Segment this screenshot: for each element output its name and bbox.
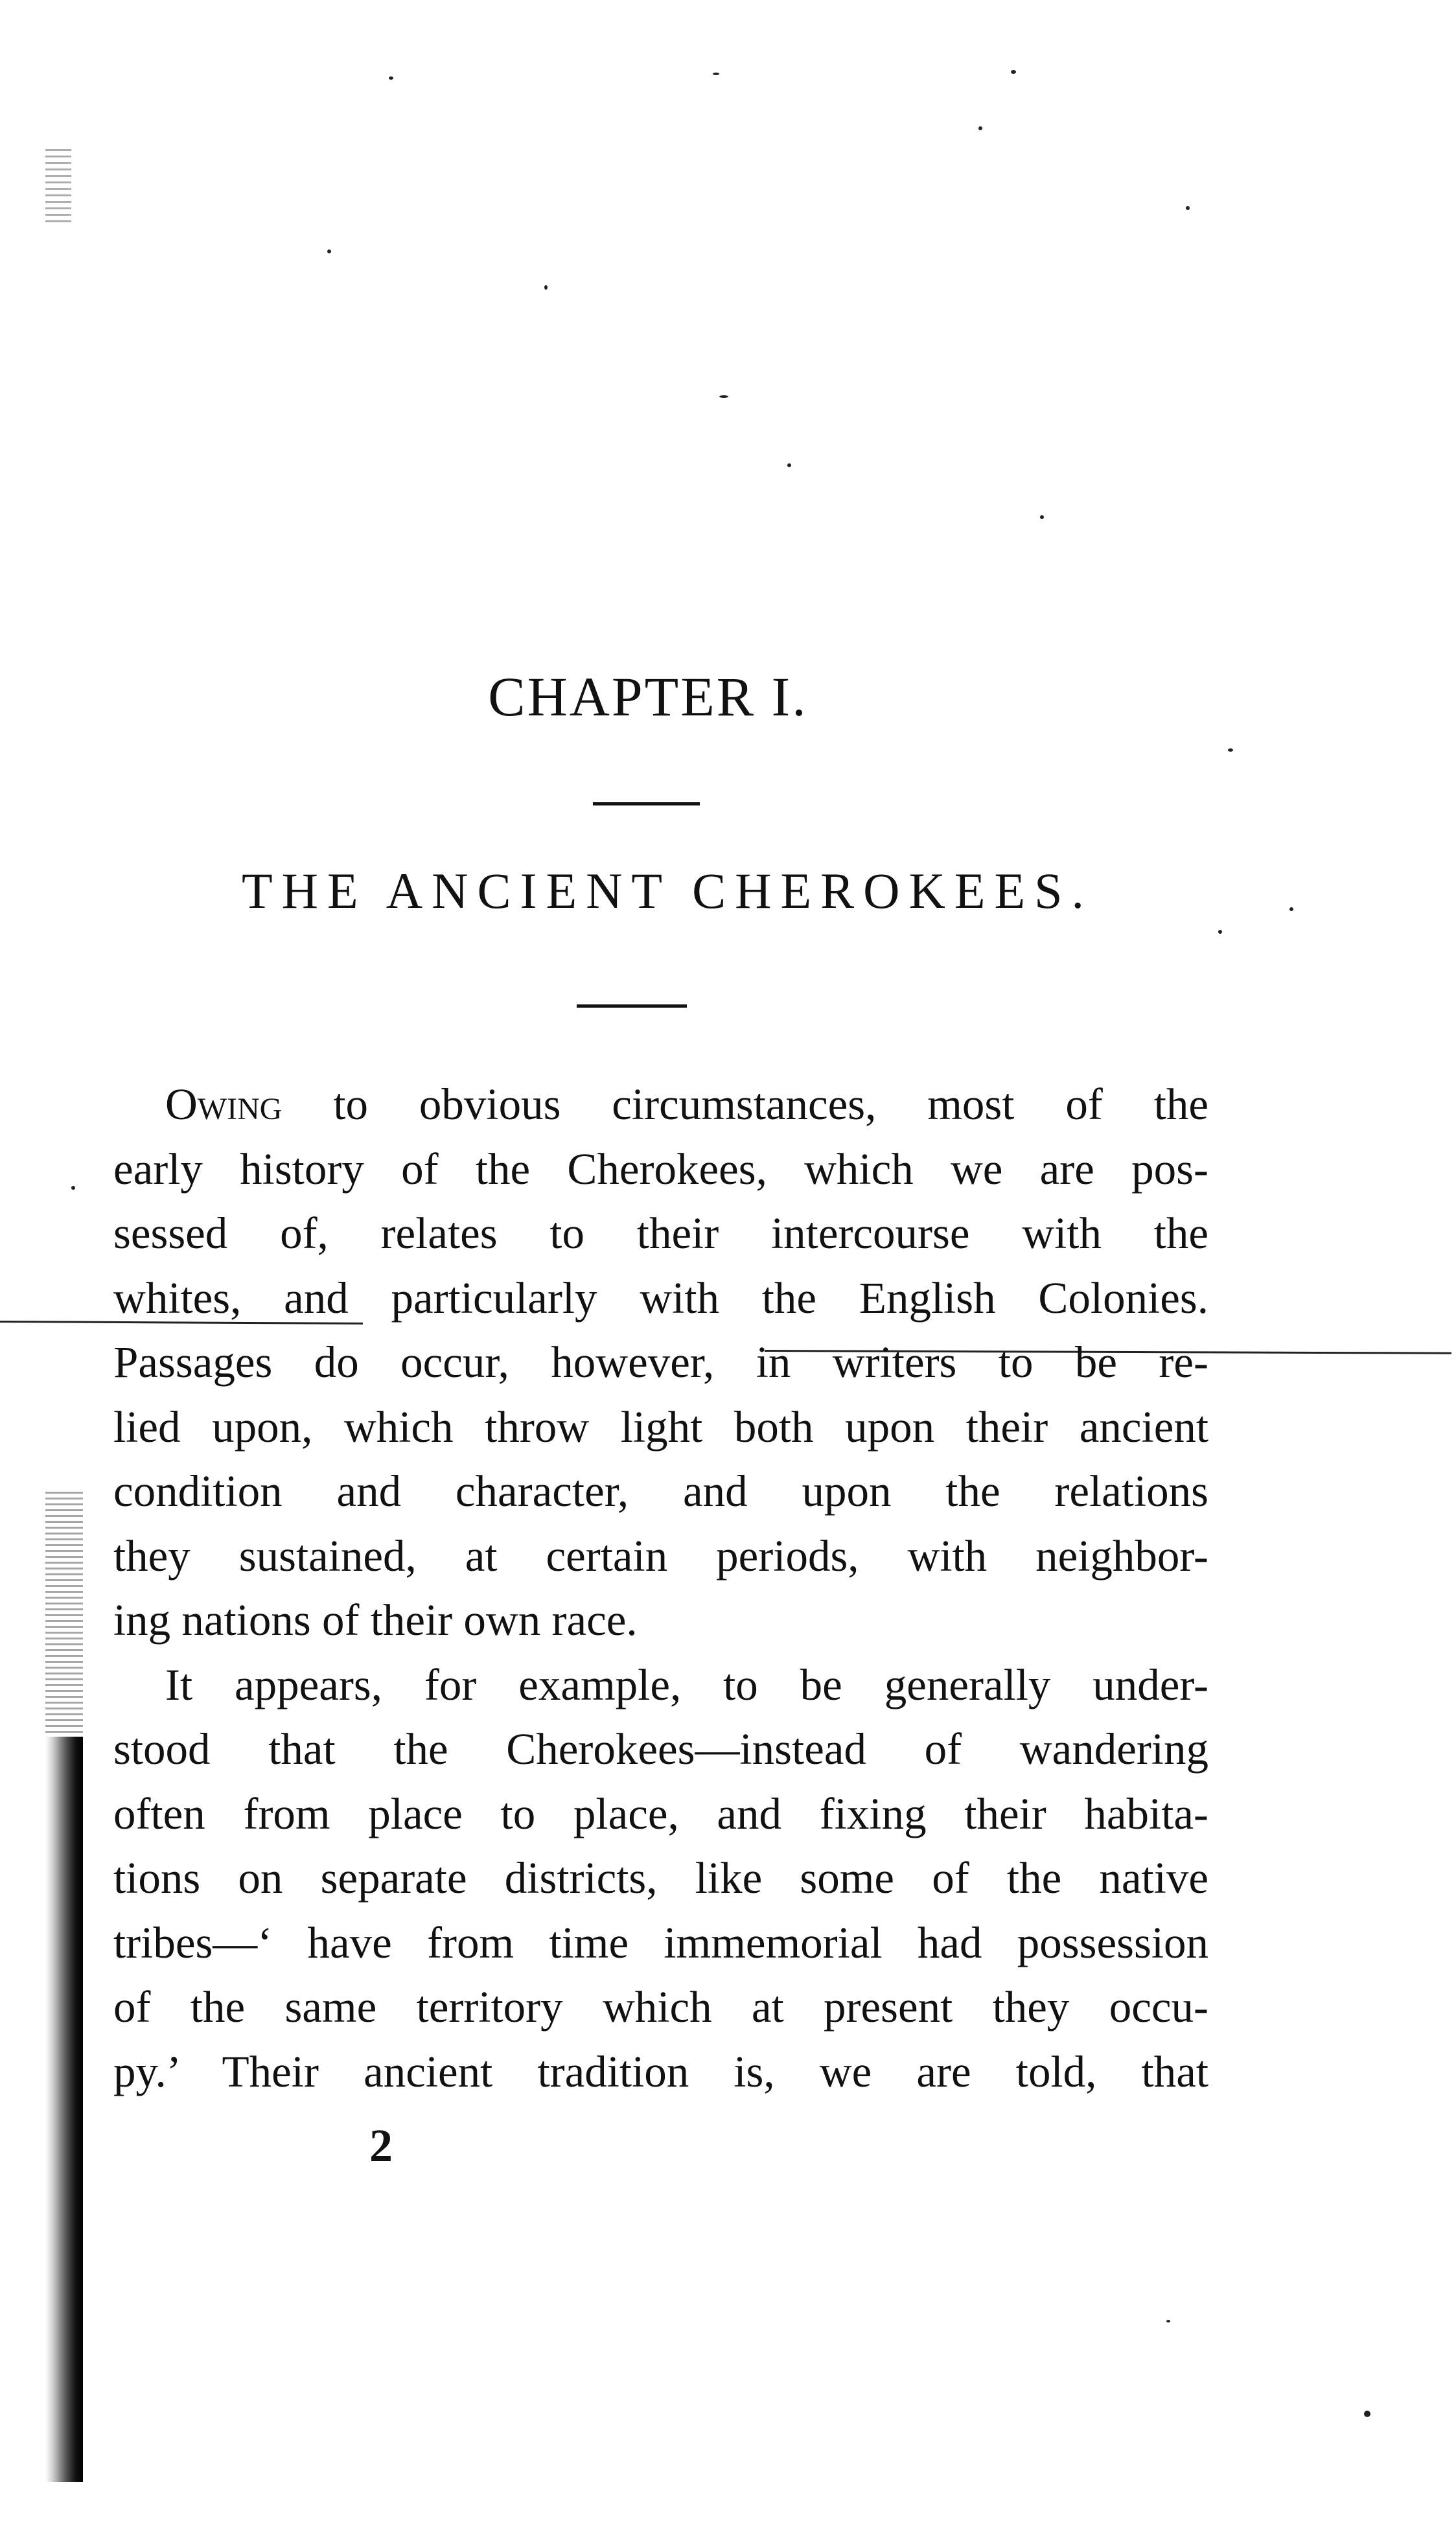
text-line: condition and character, and upon the relations	[113, 1466, 1208, 1516]
chapter-heading: CHAPTER I.	[488, 666, 808, 728]
divider-rule-top	[593, 802, 700, 805]
text-line: often from place to place, and fixing their habita-	[113, 1789, 1208, 1838]
text-line: stood that the Cherokees—instead of wandering	[113, 1724, 1208, 1774]
text-line: Passages do occur, however, in writers to be re-	[113, 1337, 1208, 1387]
text-line-rest: to obvious circumstances, most of the	[282, 1080, 1208, 1129]
scan-binding-edge-upper	[45, 1490, 83, 1737]
text-line	[113, 1072, 1208, 1137]
text-line: tribes—‘ have from time immemorial had possession	[113, 1917, 1208, 1967]
text-line: ing nations of their own race.	[113, 1595, 638, 1645]
text-line: sessed of, relates to their intercourse with the	[113, 1209, 1208, 1258]
text-line: early history of the Cherokees, which we are pos-	[113, 1144, 1208, 1194]
paragraph	[113, 1072, 1208, 1653]
divider-rule-bottom	[577, 1004, 687, 1008]
scan-binding-mark-top	[45, 149, 71, 227]
text-line: It appears, for example, to be generally under-	[165, 1660, 1208, 1709]
text-line: tions on separate districts, like some of the native	[113, 1853, 1208, 1903]
body-text	[113, 1072, 1208, 2104]
text-line: lied upon, which throw light both upon their ancient	[113, 1402, 1208, 1452]
scan-binding-edge	[45, 1737, 83, 2482]
text-line: py.’ Their ancient tradition is, we are told, that	[113, 2046, 1208, 2096]
paragraph	[113, 1653, 1208, 2105]
text-line: they sustained, at certain periods, with neighbor-	[113, 1531, 1208, 1580]
drop-lead-word: Owing	[165, 1080, 283, 1129]
text-line: whites, and particularly with the English Colonies.	[113, 1273, 1208, 1323]
text-line: of the same territory which at present they occu-	[113, 1982, 1208, 2032]
page-number: 2	[369, 2120, 393, 2171]
chapter-title: THE ANCIENT CHEROKEES.	[241, 863, 1094, 919]
